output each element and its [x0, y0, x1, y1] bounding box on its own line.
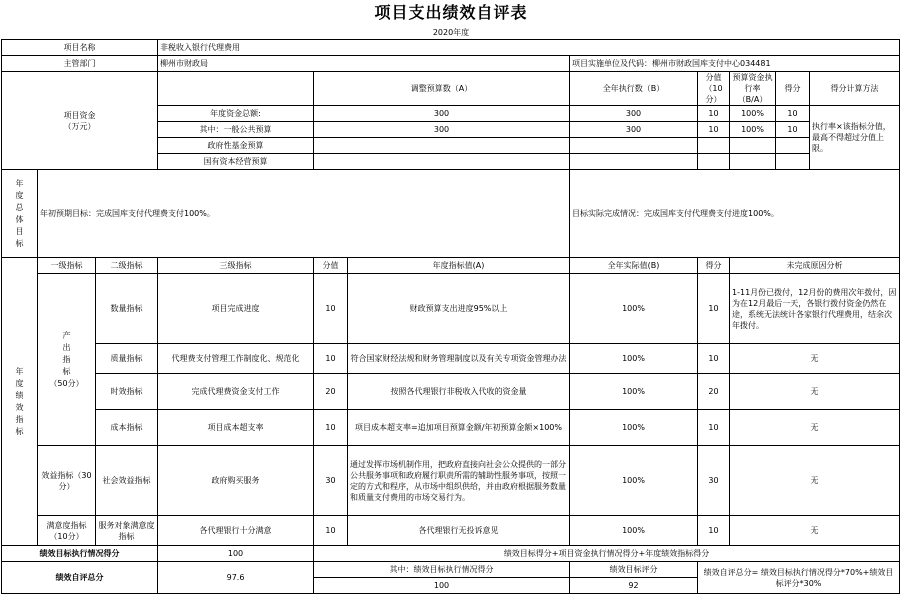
- indicator-row: [2, 274, 900, 344]
- header-l2: 二级指标: [96, 258, 158, 274]
- report-year: 2020年度: [432, 28, 470, 37]
- reason-cell: 无: [730, 516, 900, 546]
- overall-row: [2, 170, 900, 258]
- reason-cell: 无: [730, 344, 900, 374]
- fund-executed: [570, 154, 698, 170]
- fund-label: 国有资本经营预算: [158, 154, 314, 170]
- l3-cell: 政府购买服务: [158, 446, 314, 516]
- header-target: 年度指标值(A): [348, 258, 570, 274]
- indicators-side-label: 年 度 绩 效 指 标: [2, 258, 38, 546]
- sub1-value: 100: [314, 578, 570, 594]
- header-got: 得分: [698, 258, 730, 274]
- sub1-label: 其中：绩效目标执行情况得分: [314, 562, 570, 578]
- score-cell: 10: [314, 410, 348, 446]
- fund-adjusted: [314, 154, 570, 170]
- score-cell: 10: [314, 516, 348, 546]
- project-name-value: 非税收入银行代理费用: [158, 40, 900, 56]
- l3-cell: 项目成本超支率: [158, 410, 314, 446]
- header-got: 得分: [776, 72, 810, 106]
- benefit-indicator-label: 效益指标（30分）: [38, 446, 96, 516]
- reason-cell: 无: [730, 410, 900, 446]
- score-cell: 10: [314, 274, 348, 344]
- fund-adjusted: [314, 138, 570, 154]
- actual-cell: 100%: [570, 274, 698, 344]
- l2-cell: 服务对象满意度指标: [96, 516, 158, 546]
- exec-score-formula: 绩效目标得分+项目资金执行情况得分+年度绩效指标得分: [314, 546, 900, 562]
- l3-cell: 项目完成进度: [158, 274, 314, 344]
- score-cell: 10: [314, 344, 348, 374]
- l2-cell: 社会效益指标: [96, 446, 158, 516]
- indicator-row: [2, 516, 900, 546]
- overall-planned: 年初预期目标：完成国库支付代理费支付100%。: [38, 170, 570, 258]
- fund-executed: 300: [570, 122, 698, 138]
- funds-label: 项目资金 （万元）: [2, 72, 158, 170]
- header-l3: 三级指标: [158, 258, 314, 274]
- fund-got: 10: [776, 122, 810, 138]
- fund-got: 10: [776, 106, 810, 122]
- output-indicator-label: 产 出 指 标 （50分）: [38, 274, 96, 446]
- overall-label: 年 度 总 体 目 标: [2, 170, 38, 258]
- indicator-row: [2, 410, 900, 446]
- header-method: 得分计算方法: [810, 72, 900, 106]
- l2-cell: 时效指标: [96, 374, 158, 410]
- reason-cell: 1-11月份已拨付，12月份的费用次年拨付，因为在12月最后一天，各银行拨付资金仍然在途，系统无法统计各家银行代理费用，结余次年拨付。: [730, 274, 900, 344]
- dept-row: [2, 56, 900, 72]
- project-name-row: [2, 40, 900, 56]
- score-cell: 30: [314, 446, 348, 516]
- fund-executed: 300: [570, 106, 698, 122]
- l3-cell: 代理费支付管理工作制度化、规范化: [158, 344, 314, 374]
- actual-cell: 100%: [570, 374, 698, 410]
- indicator-row: [2, 374, 900, 410]
- exec-score-row: [2, 546, 900, 562]
- dept-value: 柳州市财政局: [158, 56, 570, 72]
- fund-rate: [730, 154, 776, 170]
- got-cell: 10: [698, 344, 730, 374]
- self-score-value: 97.6: [158, 562, 314, 594]
- fund-score: 10: [698, 122, 730, 138]
- method-text: 执行率×该指标分值，最高不得超过分值上限。: [810, 106, 900, 170]
- target-cell: 各代理银行无投诉意见: [348, 516, 570, 546]
- fund-score: [698, 138, 730, 154]
- self-score-formula: 绩效自评总分= 绩效目标执行情况得分*70%+绩效目标评分*30%: [698, 562, 900, 594]
- exec-score-value: 100: [158, 546, 314, 562]
- header-executed: 全年执行数（B）: [570, 72, 698, 106]
- fund-adjusted: 300: [314, 122, 570, 138]
- sub2-label: 绩效目标评分: [570, 562, 698, 578]
- fund-score: [698, 154, 730, 170]
- target-cell: 项目成本超支率=追加项目预算金额/年初预算金额×100%: [348, 410, 570, 446]
- actual-cell: 100%: [570, 344, 698, 374]
- fund-score: 10: [698, 106, 730, 122]
- fund-rate: [730, 138, 776, 154]
- project-name-label: 项目名称: [2, 40, 158, 56]
- header-rate: 预算资金执行率（B/A）: [730, 72, 776, 106]
- sub2-value: 92: [570, 578, 698, 594]
- l2-cell: 成本指标: [96, 410, 158, 446]
- page-title: 项目支出绩效自评表: [374, 3, 528, 22]
- l3-cell: 完成代理费资金支付工作: [158, 374, 314, 410]
- impl-unit: 项目实施单位及代码：柳州市财政国库支付中心034481: [570, 56, 900, 72]
- satisfaction-indicator-label: 满意度指标（10分）: [38, 516, 96, 546]
- header-actual: 全年实际值(B): [570, 258, 698, 274]
- funds-header-row: [2, 72, 900, 106]
- got-cell: 10: [698, 410, 730, 446]
- l2-cell: 质量指标: [96, 344, 158, 374]
- reason-cell: 无: [730, 374, 900, 410]
- header-score: 分值（10分）: [698, 72, 730, 106]
- got-cell: 10: [698, 274, 730, 344]
- dept-label: 主管部门: [2, 56, 158, 72]
- fund-rate: 100%: [730, 106, 776, 122]
- fund-label: 年度资金总额:: [158, 106, 314, 122]
- evaluation-table: [1, 39, 900, 594]
- header-reason: 未完成原因分析: [730, 258, 900, 274]
- target-cell: 通过发挥市场机制作用，把政府直接向社会公众提供的一部分公共服务事项和政府履行职责所需的辅助性服务事项，按照一定的方式和程序，从市场中组织供给，并由政府根据服务数量和质量支付费用的市场交易行为。: [348, 446, 570, 516]
- l3-cell: 各代理银行十分满意: [158, 516, 314, 546]
- exec-score-label: 绩效目标执行情况得分: [2, 546, 158, 562]
- l2-cell: 数量指标: [96, 274, 158, 344]
- header-score: 分值: [314, 258, 348, 274]
- header-adjusted: 调整预算数（A）: [314, 72, 570, 106]
- fund-label: 政府性基金预算: [158, 138, 314, 154]
- target-cell: 按照各代理银行非税收入代收的资金量: [348, 374, 570, 410]
- got-cell: 30: [698, 446, 730, 516]
- self-score-label: 绩效自评总分: [2, 562, 158, 594]
- indicator-row: [2, 344, 900, 374]
- target-cell: 财政预算支出进度95%以上: [348, 274, 570, 344]
- indicator-row: [2, 446, 900, 516]
- got-cell: 10: [698, 516, 730, 546]
- funds-header-blank: [158, 72, 314, 106]
- header-l1: 一级指标: [38, 258, 96, 274]
- overall-actual: 目标实际完成情况：完成国库支付代理费支付进度100%。: [570, 170, 900, 258]
- actual-cell: 100%: [570, 446, 698, 516]
- actual-cell: 100%: [570, 410, 698, 446]
- got-cell: 20: [698, 374, 730, 410]
- fund-executed: [570, 138, 698, 154]
- target-cell: 符合国家财经法规和财务管理制度以及有关专项资金管理办法: [348, 344, 570, 374]
- fund-adjusted: 300: [314, 106, 570, 122]
- self-score-row-1: [2, 562, 900, 578]
- fund-rate: 100%: [730, 122, 776, 138]
- actual-cell: 100%: [570, 516, 698, 546]
- fund-got: [776, 138, 810, 154]
- score-cell: 20: [314, 374, 348, 410]
- reason-cell: 无: [730, 446, 900, 516]
- indicator-header-row: [2, 258, 900, 274]
- fund-got: [776, 154, 810, 170]
- fund-label: 其中：一般公共预算: [158, 122, 314, 138]
